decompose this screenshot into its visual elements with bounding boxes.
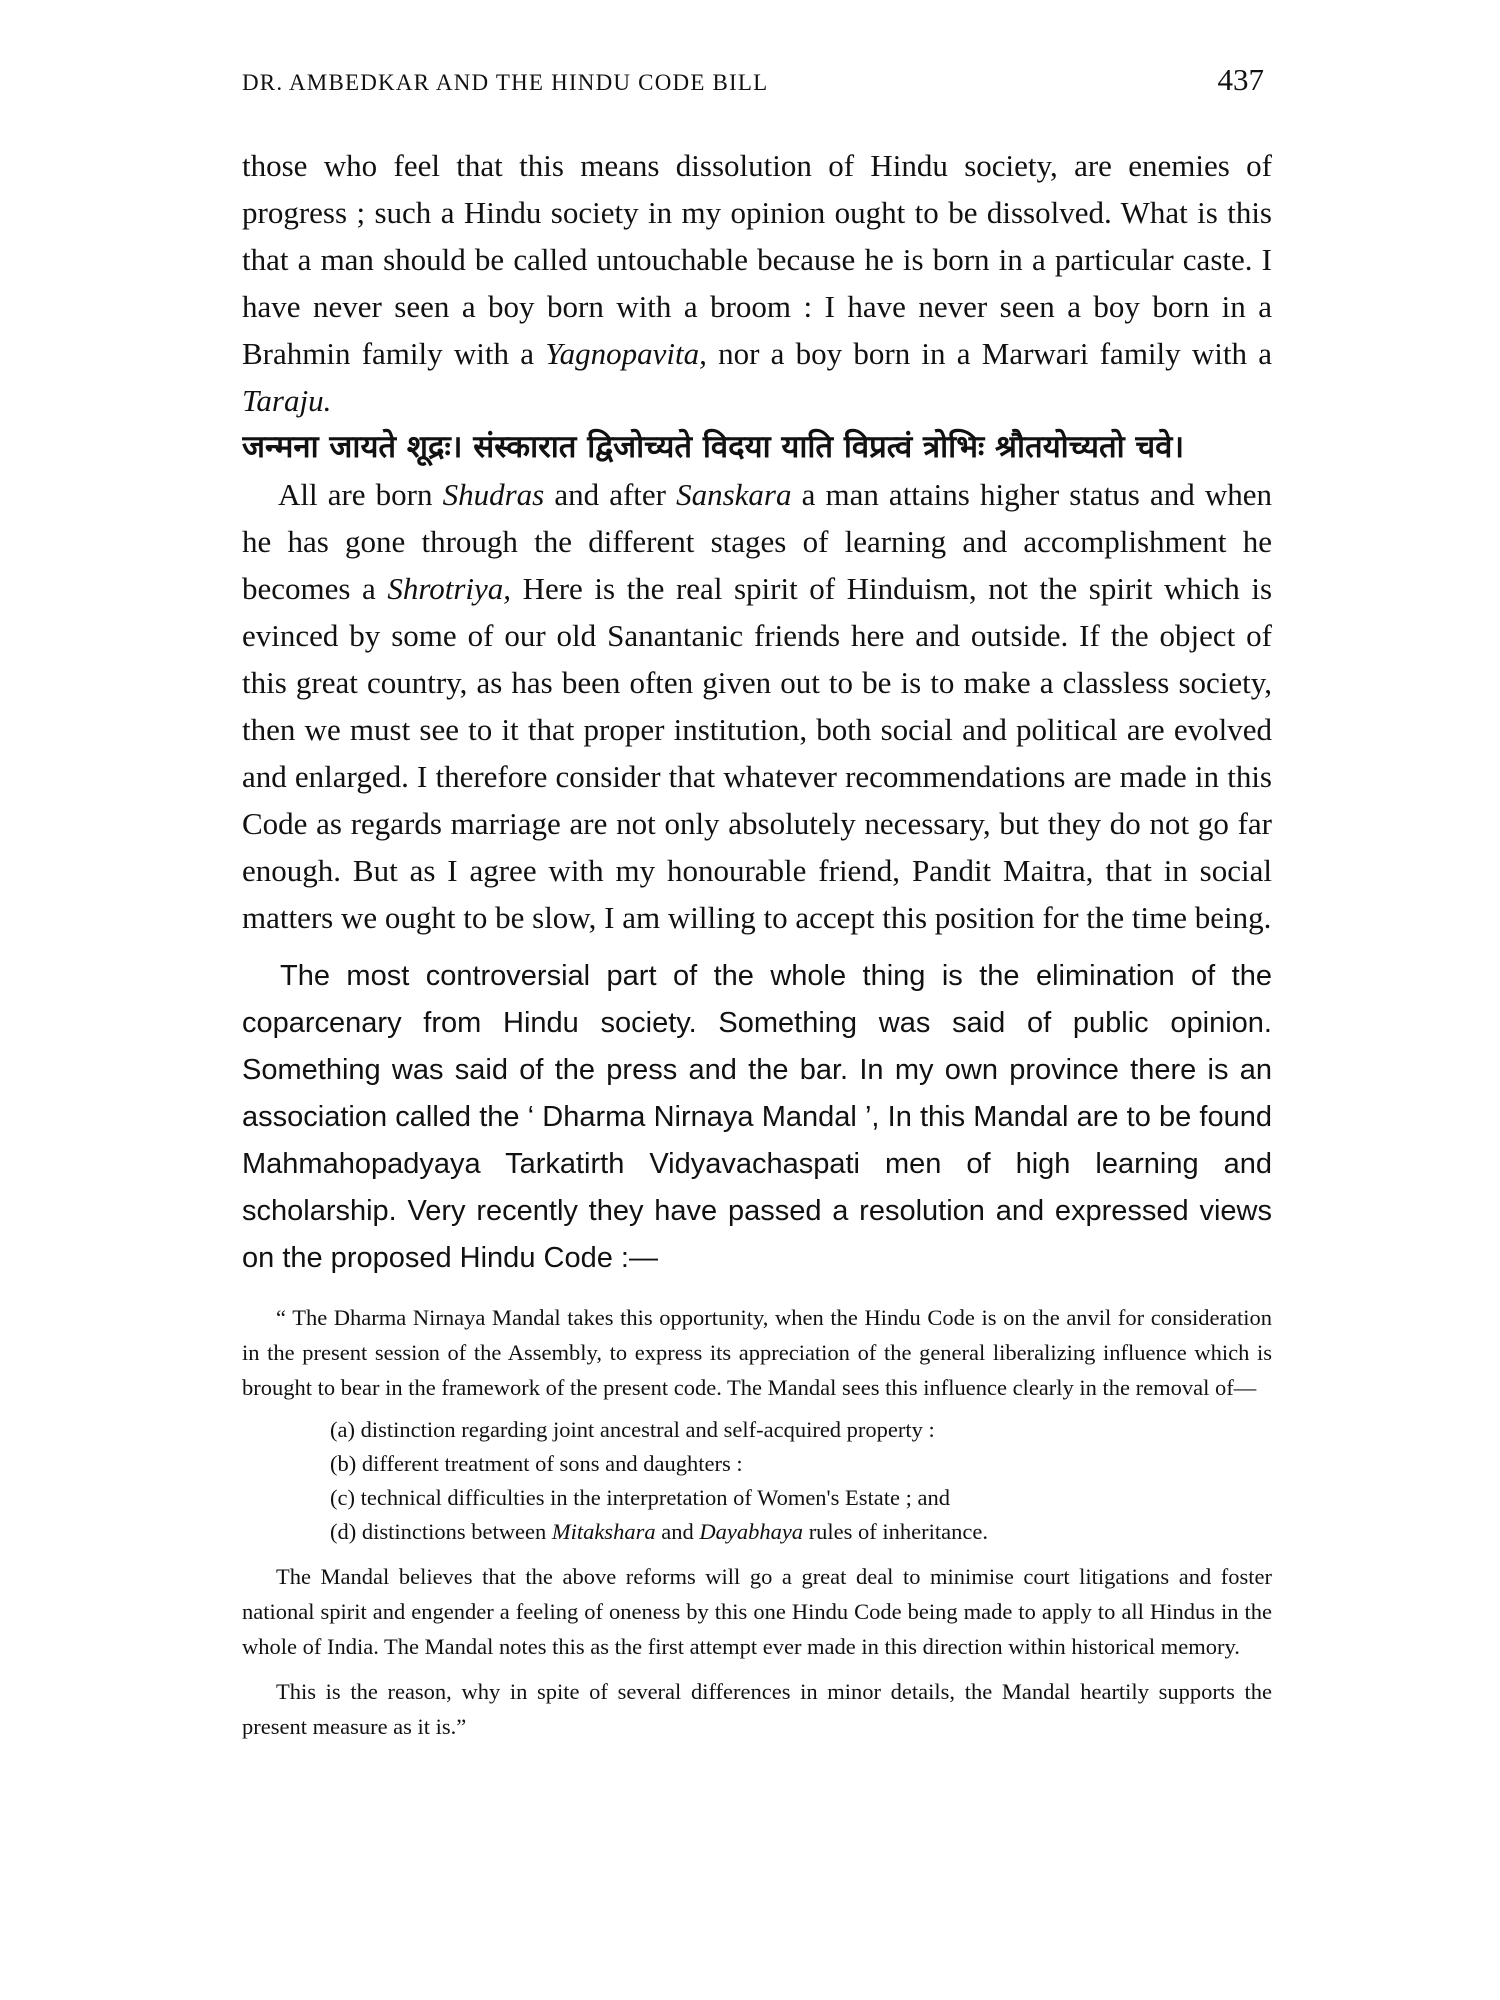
main-text	[242, 142, 1272, 941]
list-item: (c) technical difficulties in the interpretation of Women's Estate ; and	[330, 1485, 950, 1510]
para1-text-a: those who feel that this means dissolution of Hindu society, are enemies of progress ; such a Hindu society in my opinion ought to be dissolved. What is this that a man should be called untouchable because he is born in a particular caste. I have never seen a boy born with a broom : I have never seen a boy born in a Brahmin family with a	[242, 148, 1272, 371]
page-header	[242, 62, 1264, 98]
para1-italic-taraju: Taraju.	[242, 383, 332, 418]
resolution-quote	[242, 1300, 1272, 1744]
body-text	[242, 142, 1272, 1744]
item-d-italic-mitakshara: Mitakshara	[551, 1519, 656, 1544]
running-head: DR. AMBEDKAR AND THE HINDU CODE BILL	[242, 70, 769, 95]
paragraph-1	[242, 142, 1272, 424]
para2-italic-shudras: Shudras	[442, 477, 545, 512]
para1-text-b: nor a boy born in a Marwari family with a	[706, 336, 1272, 371]
para2-text-b: and after	[544, 477, 677, 512]
list-item: (b) different treatment of sons and daughters :	[330, 1451, 743, 1476]
para2-text-a: All are born	[278, 477, 443, 512]
para2-italic-shrotriya: Shrotriya,	[387, 571, 512, 606]
quote-mandal-paragraph: The Mandal believes that the above reforms will go a great deal to minimise court litigations and foster national spirit and engender a feeling of oneness by this one Hindu Code being made to apply to all Hindus in the whole of India. The Mandal notes this as the first attempt ever made in this direction within historical memory.	[242, 1564, 1272, 1659]
paragraph-3: The most controversial part of the whole thing is the elimination of the coparcenary from Hindu society. Something was said of public opinion. Something was said of the press and the bar. In my own province there is an association called the ‘ Dharma Nirnaya Mandal ’, In this Mandal are to be found Mahmahopadyaya Tarkatirth Vidyavachaspati men of high learning and scholarship. Very recently they have passed a resolution and expressed views on the proposed Hindu Code :—	[242, 960, 1272, 1274]
page-number: 437	[1217, 62, 1264, 97]
removal-list	[242, 1413, 1272, 1549]
list-item: (a) distinction regarding joint ancestral and self-acquired property :	[330, 1417, 935, 1442]
item-d-text-a: (d) distinctions between	[330, 1519, 552, 1544]
para2-italic-sanskara: Sanskara	[676, 477, 792, 512]
item-d-italic-dayabhaya: Dayabhaya	[699, 1519, 804, 1544]
para1-italic-yagnopavita: Yagnopavita,	[545, 336, 707, 371]
quote-reason-paragraph: This is the reason, why in spite of several differences in minor details, the Mandal heartily supports the present measure as it is.”	[242, 1679, 1272, 1739]
paragraph-2	[242, 471, 1272, 941]
item-d-text-c: rules of inheritance.	[803, 1519, 988, 1544]
sans-section	[242, 953, 1272, 1282]
quote-intro: “ The Dharma Nirnaya Mandal takes this opportunity, when the Hindu Code is on the anvil for consideration in the present session of the Assembly, to express its appreciation of the general liberalizing influence which is brought to bear in the framework of the present code. The Mandal sees this influence clearly in the removal of—	[242, 1305, 1272, 1400]
para2-text-d: Here is the real spirit of Hinduism, not the spirit which is evinced by some of our old Sanantanic friends here and outside. If the object of this great country, as has been often given out to be is to make a classless society, then we must see to it that proper institution, both social and political are evolved and enlarged. I therefore consider that whatever recommendations are made in this Code as regards marriage are not only absolutely necessary, but they do not go far enough. But as I agree with my honourable friend, Pandit Maitra, that in social matters we ought to be slow, I am willing to accept this position for the time being.	[242, 571, 1273, 935]
para2-text-c: a man attains higher status and when he has gone through the different stages of learning and accomplishment he becomes a	[242, 477, 1272, 606]
item-d-text-b: and	[655, 1519, 700, 1544]
sanskrit-verse: जन्मना जायते शूद्रः। संस्कारात द्विजोच्यते विदया याति विप्रत्वं त्रोभिः श्रौतयोच्यतो चवे।	[242, 429, 1185, 465]
list-item	[330, 1515, 1272, 1549]
